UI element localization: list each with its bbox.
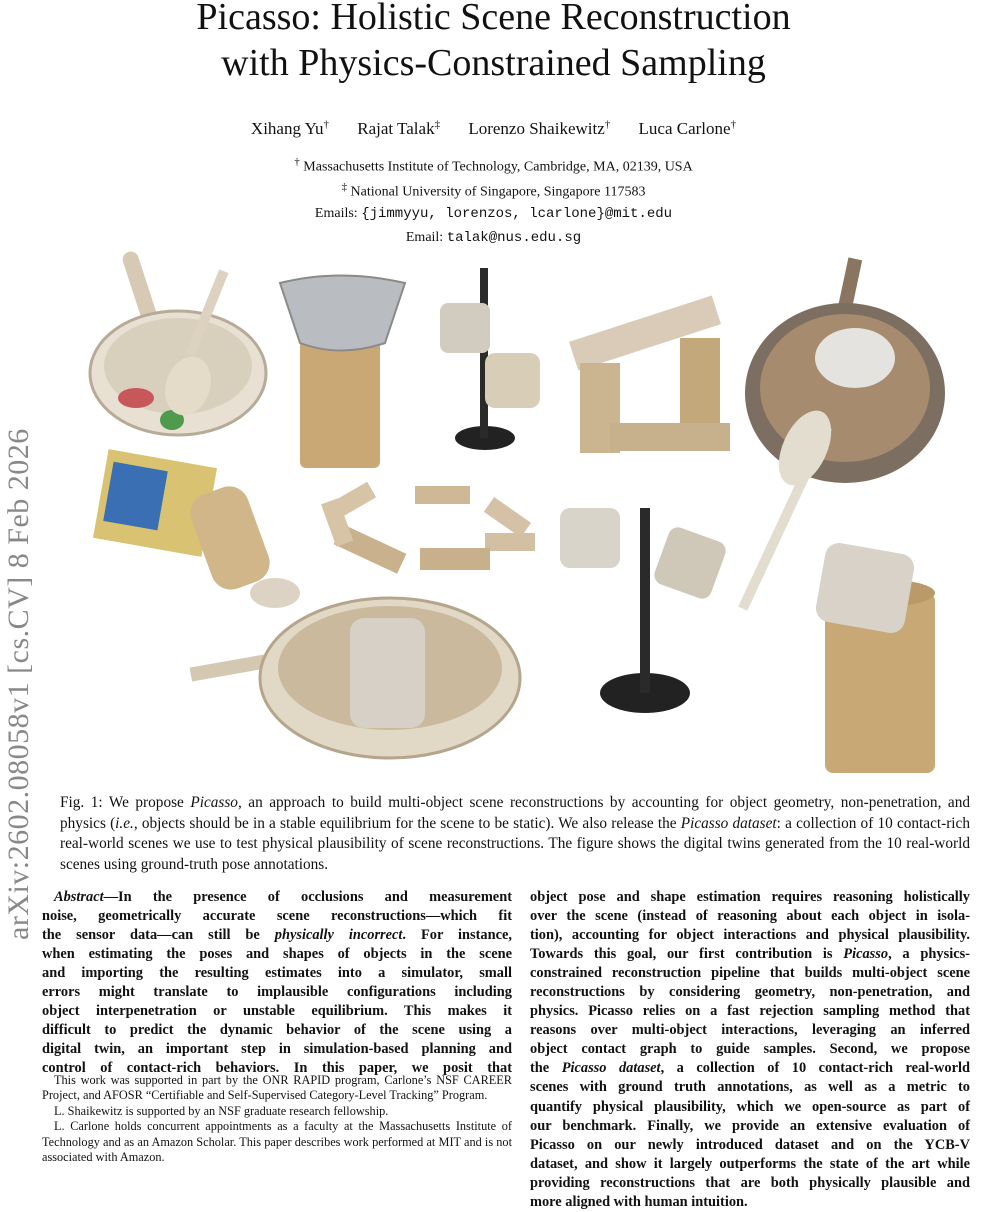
- abstract-text: , a physics-: [888, 946, 970, 963]
- abstract-text: providing reconstructions that are both physically plausible and: [530, 1174, 970, 1191]
- email-label: Email:: [405, 230, 444, 245]
- abstract-line: [530, 1193, 970, 1212]
- abstract-line: [530, 964, 970, 983]
- abstract-text: our benchmark. Finally, we provide an extensive evaluation of: [530, 1117, 970, 1134]
- abstract-emphasis: physically incorrect: [274, 927, 403, 944]
- abstract-text: and importing the resulting estimates into a simulator, small: [42, 965, 512, 982]
- arxiv-stamp[interactable]: arXiv:2602.08058v1 [cs.CV] 8 Feb 2026: [2, 428, 35, 940]
- abstract-text: object interpenetration or unstable equilibrium. This makes it: [42, 1003, 512, 1020]
- footnote-fellowship: L. Shaikewitz is supported by an NSF graduate research fellowship.: [54, 1103, 389, 1118]
- author-list: [0, 118, 987, 139]
- abstract-text: constrained reconstruction pipeline that builds multi-object scene: [530, 965, 970, 982]
- abstract-text: the: [530, 1060, 562, 1077]
- abstract-text: object pose and shape estimation requires reasoning holistically: [530, 889, 970, 905]
- scene-bowl-cylinder: [280, 276, 405, 469]
- caption-text: : a collection of 10 contact-rich real-world scenes we use to test physical plausibility of scene reconstructions. The figure shows the digital twins generated from the 10 real-world scenes using ground-truth pose annotations.: [60, 814, 970, 873]
- abstract-line: [42, 1021, 512, 1040]
- abstract-text: —In the presence of occlusions and measurement: [103, 889, 512, 905]
- abstract-line: [530, 945, 970, 964]
- abstract-line: [42, 964, 512, 983]
- emails-mit: [0, 206, 987, 222]
- abstract-line: [530, 1059, 970, 1078]
- emails-label: Emails:: [314, 206, 358, 221]
- author: [357, 119, 440, 138]
- abstract-text: over the scene (instead of reasoning about each object in isola-: [530, 908, 970, 925]
- caption-text: , an approach to build multi-object scene reconstructions by accounting for object geometry, non-penetration, and physics (: [60, 794, 970, 832]
- affiliation-mit: [0, 156, 987, 176]
- footnote-appointment: L. Carlone holds concurrent appointments as a faculty at the Massachusetts Institute of Technology and as an Amazon Scholar. This paper describes work performed at MIT and is not associated with Amazon.: [42, 1119, 512, 1165]
- abstract-emphasis: Picasso dataset: [561, 1060, 661, 1077]
- abstract-line: [530, 1136, 970, 1155]
- footnotes: [42, 1073, 512, 1165]
- author-name: Rajat Talak: [357, 118, 435, 138]
- abstract-line: [530, 1040, 970, 1059]
- author: [639, 119, 737, 138]
- abstract-line: [530, 926, 970, 945]
- footnote-funding: This work was supported in part by the ONR RAPID program, Carlone’s NSF CAREER Project, and AFOSR “Certifiable and Self-Supervised Category-Level Tracking” Program.: [42, 1073, 512, 1103]
- abstract-right-column: [530, 888, 970, 1212]
- scene-tissue-box: [93, 449, 300, 608]
- caption-emphasis: Picasso: [190, 794, 238, 811]
- abstract-emphasis: Picasso: [843, 946, 889, 963]
- abstract-line: [530, 1002, 970, 1021]
- abstract-line: [530, 1117, 970, 1136]
- abstract-text: scenes with ground truth annotations, as well as a metric to: [530, 1079, 970, 1096]
- abstract-text: control of contact-rich behaviors. In this paper, we posit that: [42, 1060, 512, 1077]
- author-name: Luca Carlone: [638, 118, 731, 138]
- abstract-line: [530, 1078, 970, 1097]
- affiliation-mark: †: [604, 118, 611, 130]
- abstract-line: [42, 983, 512, 1002]
- abstract-line: [42, 1002, 512, 1021]
- abstract-text: errors might translate to implausible configurations including: [42, 984, 512, 1001]
- abstract-text: noise, geometrically accurate scene reconstructions—which fit: [42, 908, 512, 925]
- abstract-text: . For instance,: [402, 927, 512, 944]
- scene-wood-blocks: [569, 296, 730, 453]
- abstract-text: the sensor data—can still be: [42, 927, 275, 944]
- abstract-text: tion), accounting for object interactions and physical plausibility.: [530, 927, 970, 944]
- abstract-text: dataset, and show it largely outperforms the state of the art while: [530, 1155, 970, 1172]
- abstract-text: reasons over multi-object interactions, leveraging an inferred: [530, 1022, 970, 1039]
- email-address[interactable]: {jimmyyu, lorenzos, lcarlone}@mit.edu: [361, 206, 673, 222]
- abstract-line: [530, 907, 970, 926]
- abstract-line: [530, 983, 970, 1002]
- abstract-line: [530, 1098, 970, 1117]
- caption-text: objects should be in a stable equilibrium for the scene to be static). We also release the: [137, 814, 681, 832]
- abstract-line: [530, 1155, 970, 1174]
- title-line: with Physics-Constrained Sampling: [221, 42, 766, 84]
- abstract-text: , a collection of 10 contact-rich real-world: [660, 1060, 970, 1077]
- caption-emphasis: Picasso dataset: [680, 814, 777, 832]
- abstract-line: [530, 888, 970, 907]
- affiliation-mark: †: [323, 118, 329, 130]
- scene-pan-spatula: [90, 249, 266, 435]
- caption-emphasis: i.e.,: [115, 814, 138, 832]
- scene-mug-tree-2: [560, 508, 728, 713]
- figure-caption: [60, 793, 970, 875]
- abstract-line: [530, 1174, 970, 1193]
- abstract-text: difficult to predict the dynamic behavior of the scene using a: [42, 1022, 512, 1039]
- abstract-text: quantify physical plausibility, which we open-source as part of: [530, 1098, 970, 1115]
- paper-title: [0, 0, 987, 86]
- affiliation-mark: †: [294, 156, 300, 168]
- abstract-line: [42, 945, 512, 964]
- author-name: Lorenzo Shaikewitz: [468, 118, 605, 138]
- affiliation-mark: ‡: [341, 181, 347, 193]
- affiliation-mark: ‡: [434, 118, 441, 130]
- affiliation-mark: †: [730, 118, 737, 130]
- caption-text: Fig. 1: We propose: [60, 794, 191, 811]
- scene-pan-mugs: [190, 598, 520, 758]
- abstract-line: [42, 907, 512, 926]
- affiliation-text: Massachusetts Institute of Technology, Cambridge, MA, 02139, USA: [303, 159, 693, 175]
- author: [468, 119, 610, 138]
- author-name: Xihang Yu: [250, 118, 324, 138]
- affiliation-nus: [0, 181, 987, 201]
- scene-mug-tree: [440, 268, 540, 450]
- abstract-text: reconstructions by considering geometry, non-penetration, and: [530, 984, 970, 1001]
- abstract-text: Towards this goal, our first contribution is: [530, 946, 844, 963]
- email-nus: [0, 230, 987, 246]
- abstract-line: [42, 1040, 512, 1059]
- abstract-line: [42, 888, 512, 907]
- abstract-text: Picasso on our newly introduced dataset and on the YCB-V: [530, 1136, 970, 1153]
- title-line: Picasso: Holistic Scene Reconstruction: [196, 0, 791, 38]
- author: [251, 119, 329, 138]
- affiliation-text: National University of Singapore, Singapore 117583: [350, 184, 646, 200]
- abstract-text: more aligned with human intuition.: [530, 1193, 748, 1210]
- abstract-text: physics. Picasso relies on a fast rejection sampling method that: [530, 1003, 970, 1020]
- abstract-line: [530, 1021, 970, 1040]
- abstract-text: when estimating the poses and shapes of objects in the scene: [42, 946, 512, 963]
- scene-mug-cylinder: [814, 541, 935, 773]
- abstract-emphasis: Abstract: [54, 889, 104, 905]
- abstract-line: [42, 926, 512, 945]
- figure-scene-renders: [60, 248, 980, 788]
- abstract-text: object contact graph to guide samples. Second, we propose: [530, 1041, 970, 1058]
- abstract-text: digital twin, an important step in simulation-based planning and: [42, 1041, 512, 1058]
- scene-block-ring: [321, 482, 535, 574]
- abstract-left-column: [42, 888, 512, 1078]
- email-address[interactable]: talak@nus.edu.sg: [446, 230, 582, 246]
